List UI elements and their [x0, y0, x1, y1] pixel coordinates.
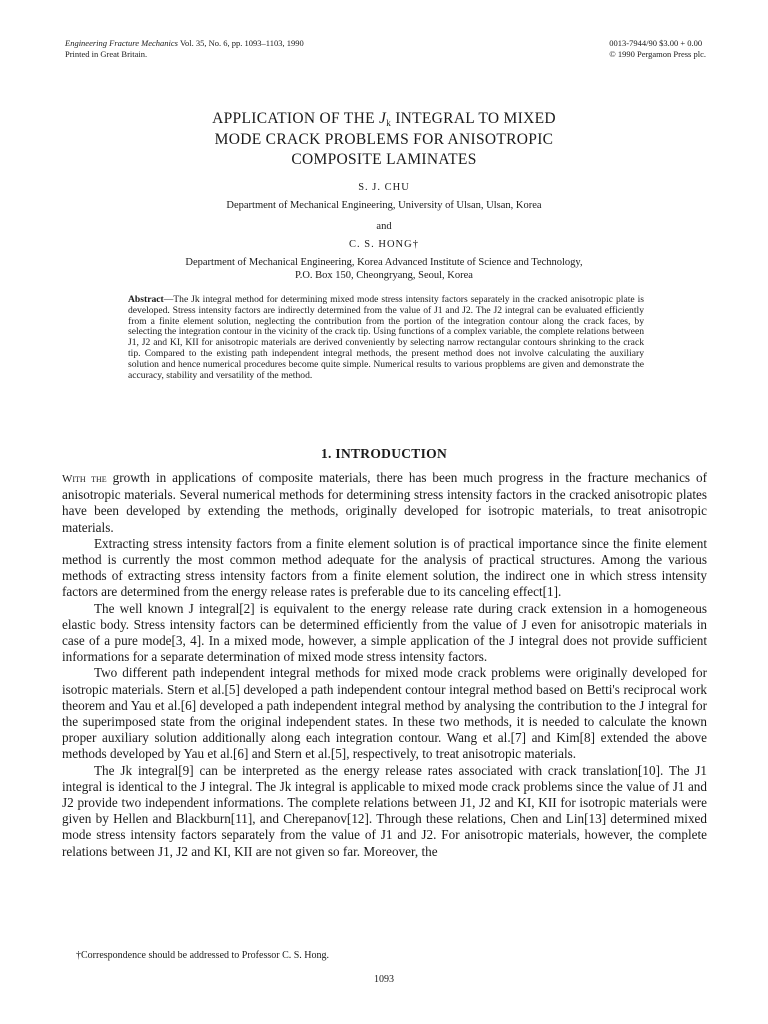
body-text	[62, 470, 707, 860]
volume-info: Vol. 35, No. 6, pp. 1093–1103, 1990	[179, 38, 304, 48]
author-1: S. J. CHU	[358, 182, 410, 193]
journal-name: Engineering Fracture Mechanics	[65, 38, 178, 48]
author-2: C. S. HONG†	[349, 239, 419, 250]
printed-note: Printed in Great Britain.	[65, 49, 148, 59]
abstract-text: —The Jk integral method for determining mixed mode stress intensity factors separately in the cracked anisotropic plate is developed. Stress intensity factors are indirectly determined from the value of J1 and J2. The J2 integral can be evaluated efficiently from a finite element solution, neglecting the contribution from the portion of the integration contour along the crack faces, by selecting the integration contour in the vicinity of the crack tip. Using functions of a complex variable, the complete relations between J1, J2 and KI, KII for anisotropic materials are derived conveniently by selecting narrow rectangular contours shrinking to the crack tip. Compared to the existing path independent integral methods, the present method does not involve calculating the auxiliary solution and hence numerical procedures become quite simple. Numerical results to various propblems are given and demonstrate the accuracy, stability and versatility of the method.	[128, 294, 644, 381]
abstract-label: Abstract	[128, 294, 164, 305]
page-number: 1093	[374, 974, 394, 985]
abstract	[128, 295, 644, 381]
journal-header-right	[609, 38, 706, 60]
journal-header-left	[65, 38, 304, 60]
title-line-3: COMPOSITE LAMINATES	[291, 151, 477, 168]
copyright: © 1990 Pergamon Press plc.	[609, 49, 706, 59]
paragraph-1: With the growth in applications of composite materials, there has been much progress in the fracture mechanics of anisotropic materials. Several numerical methods for determining stress intensity factors in the cracked anisotropic plates have been developed by extending the methods, originally developed for isotropic materials, to treat anisotropic materials.	[62, 470, 707, 535]
footnote: †Correspondence should be addressed to Professor C. S. Hong.	[76, 950, 330, 961]
paragraph-3: The well known J integral[2] is equivalent to the energy release rate during crack extension in a homogeneous elastic body. Stress intensity factors can be determined efficiently from the value of J even for anisotropic materials in case of a pure mode[3, 4]. In a mixed mode, however, a simple application of the J integral does not provide sufficient informations for a separate determination of mixed mode stress intensity factors.	[62, 600, 707, 665]
title-line-1: APPLICATION OF THE Jk INTEGRAL TO MIXED	[212, 110, 556, 128]
paragraph-2: Extracting stress intensity factors from a finite element solution is of practical importance since the finite element method is currently the most common method adequate for the analysis of practical structures. Among the various methods of extracting stress intensity factors from a finite element solution, the indirect one in which stress intensity factors are determined from the energy release rates is preferable due to its canceling effect[1].	[62, 535, 707, 600]
title-line-2: MODE CRACK PROBLEMS FOR ANISOTROPIC	[214, 131, 554, 148]
affiliation-2-line-1: Department of Mechanical Engineering, Korea Advanced Institute of Science and Technology,	[185, 257, 583, 268]
section-heading: 1. INTRODUCTION	[320, 446, 447, 461]
affiliation-1: Department of Mechanical Engineering, University of Ulsan, Ulsan, Korea	[226, 200, 542, 211]
paragraph-5: The Jk integral[9] can be interpreted as the energy release rates associated with crack translation[10]. The J1 integral is identical to the J integral. The Jk integral is applicable to mixed mode crack problems since the value of J1 and J2 provide two independent informations. The complete relations between J1, J2 and KI, KII for isotropic materials were given by Hellen and Blackburn[11], and Cherepanov[12]. Through these relations, Chen and Lin[13] determined mixed mode stress intensity factors separately from the value of J1 and J2. For anisotropic materials, however, the complete relations between J1, J2 and KI, KII are not given so far. Moreover, the	[62, 762, 707, 859]
affiliation-2-line-2: P.O. Box 150, Cheongryang, Seoul, Korea	[295, 270, 473, 281]
price-code: 0013-7944/90 $3.00 + 0.00	[609, 38, 703, 48]
paper-title	[60, 109, 708, 170]
and-separator: and	[376, 221, 392, 232]
paragraph-4: Two different path independent integral methods for mixed mode crack problems were originally developed for isotropic materials. Stern et al.[5] developed a path independent contour integral method based on Betti's reciprocal work theorem and Yau et al.[6] developed a path independent integral method by analysing the contribution to the J integral for the superimposed state from the original independent states. In these two methods, it is needed to calculate the known proper auxiliary solution additionally along each integration contour. Wang et al.[7] and Kim[8] extended the above methods developed by Yau et al.[6] and Stern et al.[5], respectively, to treat anisotropic materials.	[62, 665, 707, 762]
